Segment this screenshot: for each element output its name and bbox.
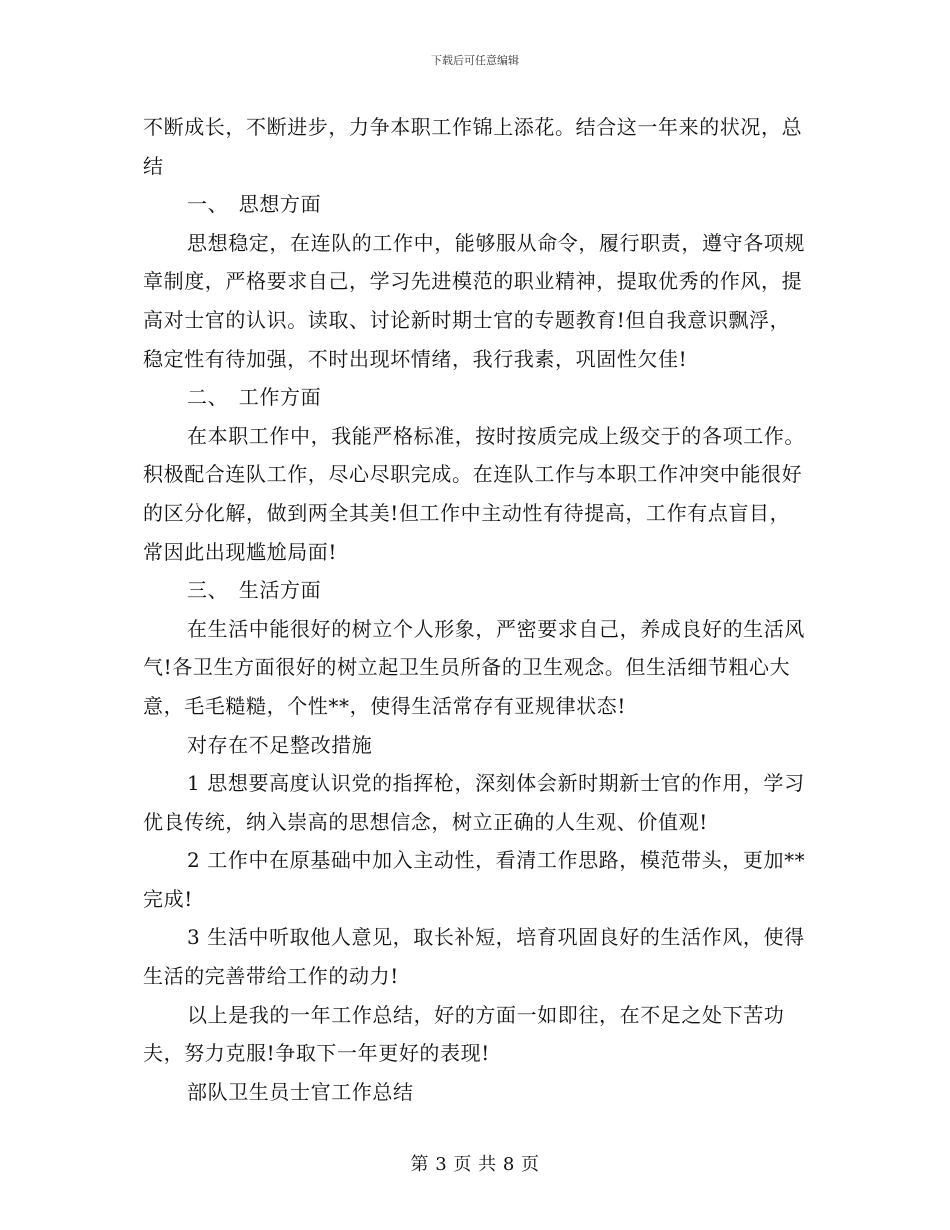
page-number: 第 3 页 共 8 页 (410, 1154, 540, 1175)
paragraph-intro: 不断成长，不断进步，力争本职工作锦上添花。结合这一年来的状况，总结 (143, 115, 803, 178)
paragraph-thought: 思想稳定，在连队的工作中，能够服从命令，履行职责，遵守各项规章制度，严格要求自己，学习先进模范的职业精神，提取优秀的作风，提高对士官的认识。读取、讨论新时期士官的专题教育!但自我意识飘浮，稳定性有待加强，不时出现坏情绪，我行我素，巩固性欠佳! (143, 230, 805, 371)
paragraph-improvement-2: 2 工作中在原基础中加入主动性，看清工作思路，模范带头，更加**完成! (143, 848, 806, 911)
paragraph-work: 在本职工作中，我能严格标准，按时按质完成上级交于的各项工作。积极配合连队工作，尽心尽职完成。在连队工作与本职工作冲突中能很好的区分化解，做到两全其美!但工作中主动性有待提高，工作有点盲目，常因此出现尴尬局面! (143, 423, 805, 564)
next-section-title: 部队卫生员士官工作总结 (187, 1079, 414, 1104)
section-heading-life: 三、 生活方面 (187, 578, 322, 603)
paragraph-improvement-3: 3 生活中听取他人意见，取长补短，培育巩固良好的生活作风，使得生活的完善带给工作的动力! (143, 925, 805, 989)
paragraph-improvement-1: 1 思想要高度认识党的指挥枪，深刻体会新时期新士官的作用，学习优良传统，纳入崇高的思想信念，树立正确的人生观、价值观! (143, 771, 805, 834)
section-heading-thought: 一、 思想方面 (187, 192, 322, 217)
document-body (143, 108, 808, 1111)
paragraph-life: 在生活中能很好的树立个人形象，严密要求自己，养成良好的生活风气!各卫生方面很好的树立起卫生员所备的卫生观念。但生活细节粗心大意，毛毛糙糙，个性**，使得生活常存有亚规律状态! (143, 616, 805, 718)
section-heading-improvements: 对存在不足整改措施 (187, 732, 373, 757)
paragraph-conclusion: 以上是我的一年工作总结，好的方面一如即往，在不足之处下苦功夫，努力克服!争取下一年更好的表现! (143, 1002, 785, 1066)
page-header-note: 下载后可任意编辑 (431, 54, 519, 67)
section-heading-work: 二、 工作方面 (187, 385, 322, 410)
